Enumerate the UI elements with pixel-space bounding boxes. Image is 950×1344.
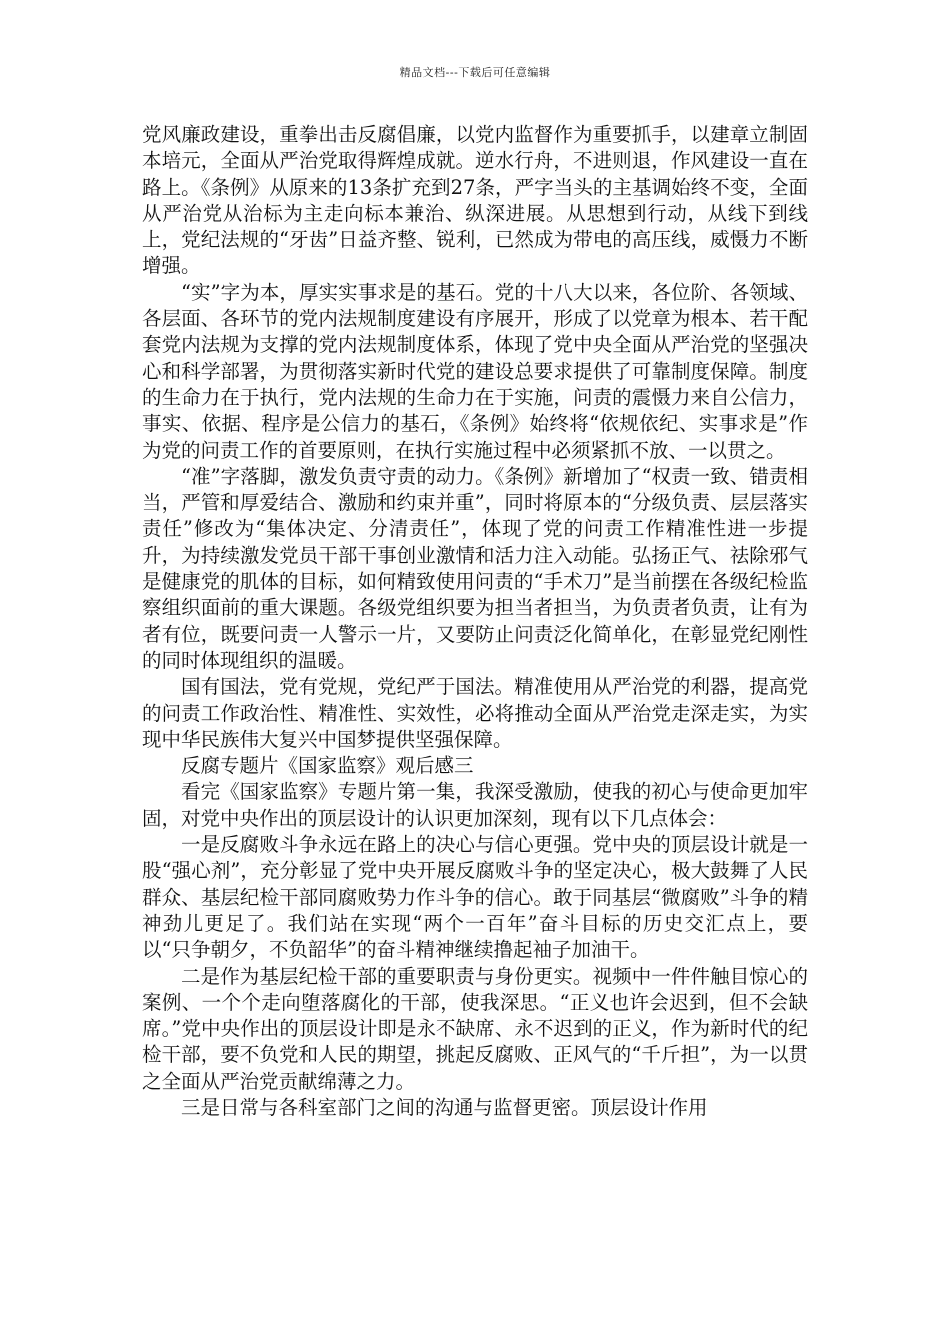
paragraph-5: 看完《国家监察》专题片第一集，我深受激励，使我的初心与使命更加牢固，对党中央作出的顶层设计的认识更加深刻，现有以下几点体会： <box>142 780 808 830</box>
paragraph-6: 一是反腐败斗争永远在路上的决心与信心更强。党中央的顶层设计就是一股“强心剂”，充分彰显了党中央开展反腐败斗争的坚定决心，极大鼓舞了人民群众、基层纪检干部同腐败势力作斗争的信心。敢于同基层“微腐败”斗争的精神劲儿更足了。我们站在实现“两个一百年”奋斗目标的历史交汇点上，要以“只争朝夕，不负韶华”的奋斗精神继续撸起袖子加油干。 <box>142 833 808 962</box>
paragraph-8: 三是日常与各科室部门之间的沟通与监督更密。顶层设计作用 <box>181 1095 708 1119</box>
page-header: 精品文档---下载后可任意编辑 <box>399 66 551 79</box>
paragraph-2: “实”字为本，厚实实事求是的基石。党的十八大以来，各位阶、各领域、各层面、各环节的党内法规制度建设有序展开，形成了以党章为根本、若干配套党内法规为支撑的党内法规制度体系，体现了党中央全面从严治党的坚强决心和科学部署，为贯彻落实新时代党的建设总要求提供了可靠制度保障。制度的生命力在于执行，党内法规的生命力在于实施，问责的震慑力来自公信力，事实、依据、程序是公信力的基石，《条例》始终将“依规依纪、实事求是”作为党的问责工作的首要原则，在执行实施过程中必须紧抓不放、一以贯之。 <box>142 280 808 462</box>
paragraph-4: 国有国法，党有党规，党纪严于国法。精准使用从严治党的利器，提高党的问责工作政治性、精准性、实效性，必将推动全面从严治党走深走实，为实现中华民族伟大复兴中国梦提供坚强保障。 <box>142 675 808 751</box>
document-body <box>142 122 808 1121</box>
paragraph-1: 党风廉政建设，重拳出击反腐倡廉，以党内监督作为重要抓手，以建章立制固本培元，全面从严治党取得辉煌成就。逆水行舟，不进则退，作风建设一直在路上。《条例》从原来的13条扩充到27条，严字当头的主基调始终不变，全面从严治党从治标为主走向标本兼治、纵深进展。从思想到行动，从线下到线上，党纪法规的“牙齿”日益齐整、锐利，已然成为带电的高压线，威慑力不断增强。 <box>142 123 808 278</box>
section-title: 反腐专题片《国家监察》观后感三 <box>181 754 474 778</box>
paragraph-7: 二是作为基层纪检干部的重要职责与身份更实。视频中一件件触目惊心的案例、一个个走向堕落腐化的干部，使我深思。“正义也许会迟到，但不会缺席。”党中央作出的顶层设计即是永不缺席、永不迟到的正义，作为新时代的纪检干部，要不负党和人民的期望，挑起反腐败、正风气的“千斤担”，为一以贯之全面从严治党贡献绵薄之力。 <box>142 964 808 1093</box>
paragraph-3: “准”字落脚，激发负责守责的动力。《条例》新增加了“权责一致、错责相当，严管和厚爱结合、激励和约束并重”，同时将原本的“分级负责、层层落实责任”修改为“集体决定、分清责任”，体现了党的问责工作精准性进一步提升，为持续激发党员干部干事创业激情和活力注入动能。弘扬正气、祛除邪气是健康党的肌体的目标，如何精致使用问责的“手术刀”是当前摆在各级纪检监察组织面前的重大课题。各级党组织要为担当者担当，为负责者负责，让有为者有位，既要问责一人警示一片，又要防止问责泛化简单化，在彰显党纪刚性的同时体现组织的温暖。 <box>142 464 808 672</box>
